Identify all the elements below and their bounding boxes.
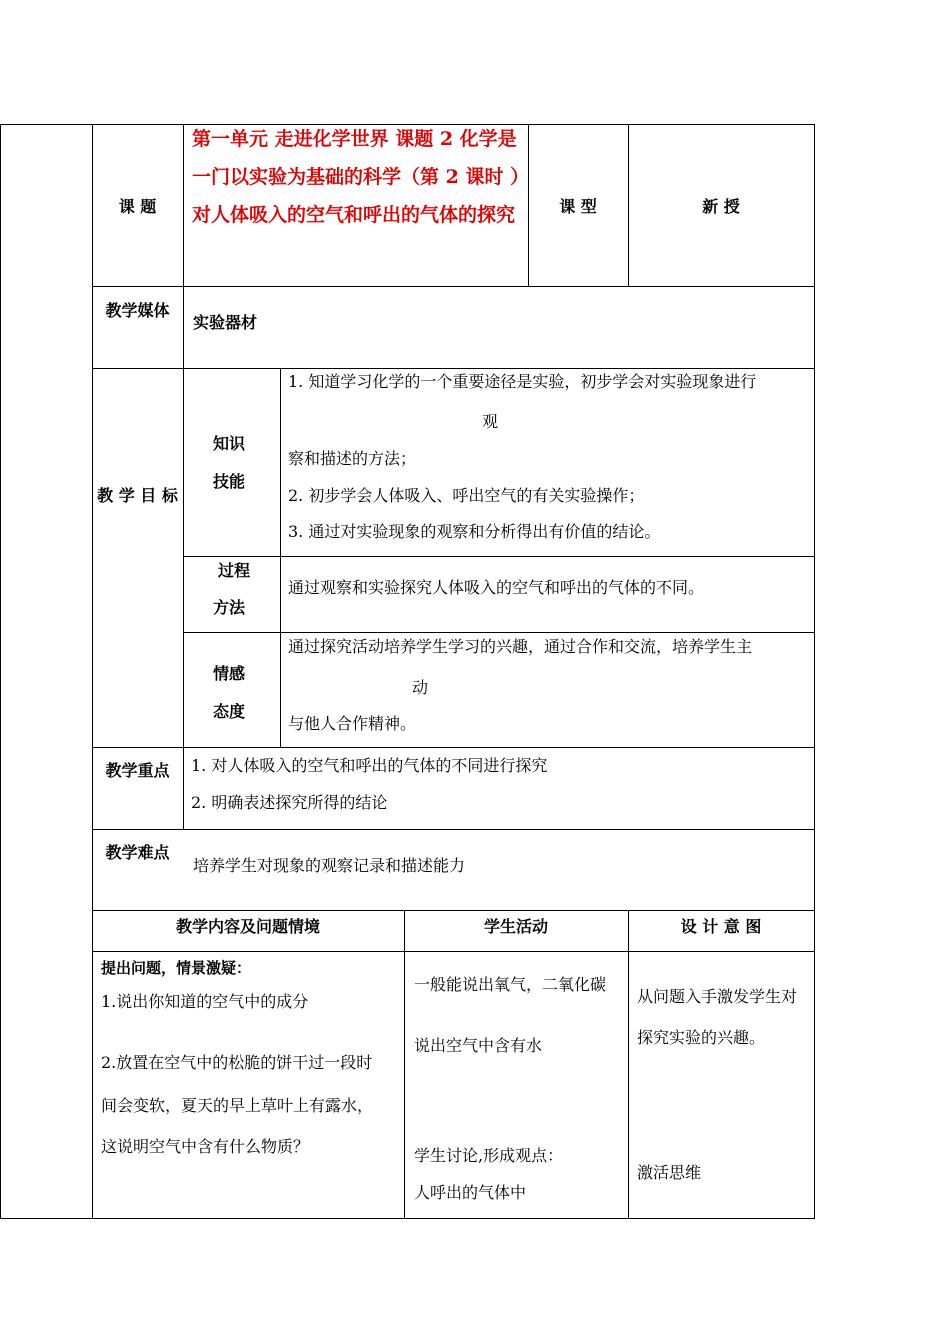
rule (92, 124, 93, 1219)
media-value: 实验器材 (193, 313, 258, 332)
rule (92, 286, 815, 287)
section-heading: 提出问题，情景激疑： (101, 959, 252, 977)
rule (814, 124, 815, 1219)
knowledge-line-4: 3. 通过对实验现象的观察和分析得出有价值的结论。 (288, 522, 661, 541)
knowledge-line-3: 2. 初步学会人体吸入、呼出空气的有关实验操作； (288, 486, 645, 505)
student-line: 人呼出的气体中 (414, 1183, 527, 1202)
rule (92, 368, 815, 369)
attitude-line-2: 与他人合作精神。 (288, 714, 417, 733)
content-line: 1.说出你知道的空气中的成分 (101, 992, 309, 1011)
rule (0, 1218, 815, 1219)
process-label-2: 方法 (213, 598, 246, 617)
key-point-2: 2. 明确表述探究所得的结论 (191, 793, 388, 812)
rule (0, 124, 1, 1219)
content-line: 2.放置在空气中的松脆的饼干过一段时 (101, 1053, 373, 1072)
knowledge-line-1: 1. 知道学习化学的一个重要途径是实验，初步学会对实验现象进行 (288, 372, 757, 391)
student-line: 学生讨论,形成观点： (414, 1146, 564, 1165)
col-header-intent: 设 计 意 图 (680, 917, 762, 936)
rule (183, 632, 815, 633)
lesson-title: 第一单元 走进化学世界 课题 2 化学是一门以实验为基础的科学（第 2 课时 ）对人体吸入的空气和呼出的气体的探究 (192, 128, 520, 226)
rule (183, 556, 815, 557)
rule (92, 951, 815, 952)
difficulties-label: 教学难点 (105, 843, 170, 862)
rule (92, 747, 815, 748)
student-line: 一般能说出氧气，二氧化碳 (414, 975, 607, 994)
knowledge-line-2: 察和描述的方法； (288, 449, 417, 468)
topic-label: 课 题 (118, 197, 157, 216)
rule (92, 910, 815, 911)
attitude-line-1b: 动 (412, 678, 429, 697)
process-text: 通过观察和实验探究人体吸入的空气和呼出的气体的不同。 (288, 578, 705, 597)
rule (628, 910, 629, 1219)
attitude-label: 情感 态度 (213, 664, 246, 721)
rule (404, 910, 405, 1219)
col-header-content: 教学内容及问题情境 (175, 917, 320, 936)
intent-line: 从问题入手激发学生对 (637, 987, 798, 1006)
process-label-1: 过程 (218, 561, 251, 580)
content-line: 这说明空气中含有什么物质？ (101, 1137, 310, 1156)
type-value: 新 授 (702, 197, 740, 216)
content-line: 间会变软，夏天的早上草叶上有露水， (101, 1096, 374, 1115)
objectives-label: 教 学 目 标 (97, 486, 178, 505)
student-line: 说出空气中含有水 (414, 1036, 543, 1055)
rule (183, 124, 184, 829)
col-header-student: 学生活动 (483, 917, 548, 936)
media-label: 教学媒体 (105, 301, 170, 320)
attitude-line-1: 通过探究活动培养学生学习的兴趣，通过合作和交流，培养学生主 (288, 637, 753, 656)
knowledge-label: 知识 技能 (213, 434, 246, 491)
key-point-1: 1. 对人体吸入的空气和呼出的气体的不同进行探究 (191, 756, 548, 775)
key-points-label: 教学重点 (105, 761, 170, 780)
intent-line: 探究实验的兴趣。 (637, 1028, 766, 1047)
knowledge-line-1b: 观 (482, 412, 499, 431)
rule (92, 829, 815, 830)
type-label: 课 型 (559, 197, 597, 216)
intent-line: 激活思维 (637, 1163, 702, 1182)
rule (280, 368, 281, 747)
difficulties-text: 培养学生对现象的观察记录和描述能力 (193, 856, 466, 875)
